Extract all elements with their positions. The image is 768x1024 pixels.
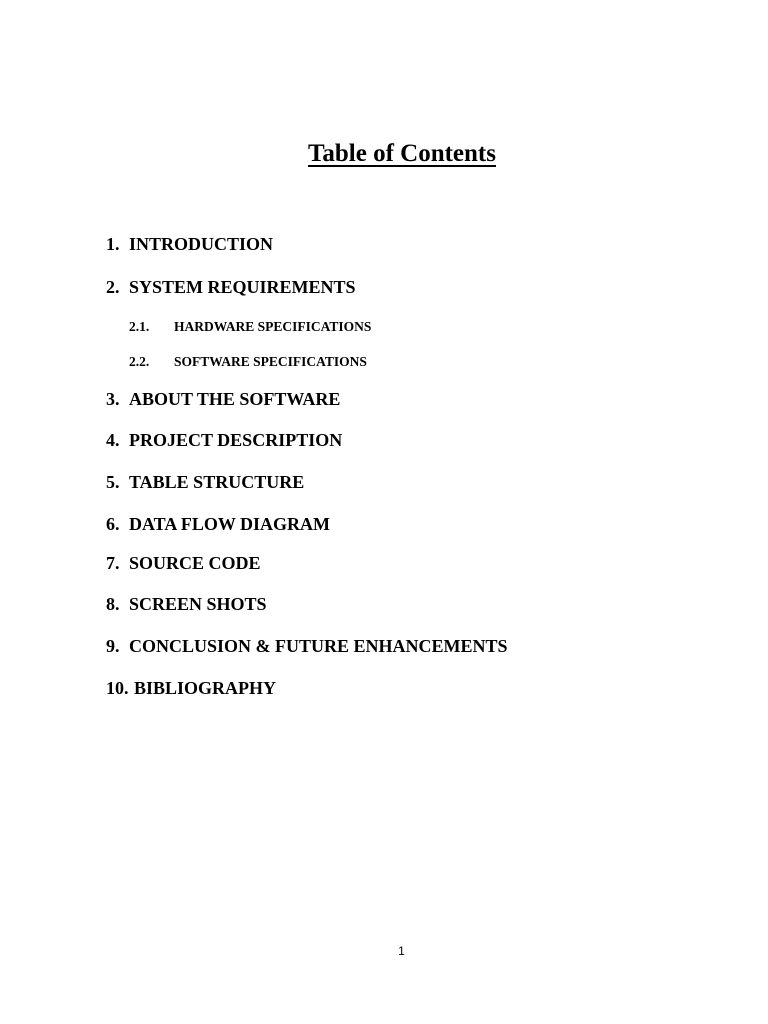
toc-entry-about-the-software: [106, 388, 340, 410]
toc-entry-label: SOURCE CODE: [129, 553, 261, 573]
toc-entry-label: ABOUT THE SOFTWARE: [129, 389, 341, 409]
toc-entry-label: SCREEN SHOTS: [129, 594, 267, 614]
page-number: 1: [398, 944, 405, 958]
toc-entry-label: SYSTEM REQUIREMENTS: [129, 277, 356, 297]
toc-entry-number: 10.: [106, 678, 129, 698]
toc-entry-number: 2.: [106, 277, 120, 297]
toc-entry-conclusion-future-enhancements: [106, 635, 508, 657]
toc-entry-bibliography: [106, 677, 276, 699]
toc-entry-number: 7.: [106, 553, 120, 573]
page-title: [0, 139, 768, 169]
toc-subentry-label: HARDWARE SPECIFICATIONS: [174, 319, 372, 334]
toc-entry-label: TABLE STRUCTURE: [129, 472, 305, 492]
toc-entry-project-description: [106, 429, 342, 451]
toc-entry-number: 8.: [106, 594, 120, 614]
toc-entry-introduction: [106, 233, 273, 255]
toc-subentry-label: SOFTWARE SPECIFICATIONS: [174, 354, 367, 369]
toc-entry-source-code: [106, 552, 261, 574]
toc-entry-number: 9.: [106, 636, 120, 656]
toc-entry-number: 3.: [106, 389, 120, 409]
toc-entry-number: 1.: [106, 234, 120, 254]
toc-subentry-number: 2.2.: [129, 354, 150, 369]
toc-entry-label: BIBLIOGRAPHY: [134, 678, 277, 698]
toc-entry-label: INTRODUCTION: [129, 234, 274, 254]
toc-entry-label: CONCLUSION & FUTURE ENHANCEMENTS: [129, 636, 508, 656]
toc-subentry-software-specifications: [129, 353, 367, 371]
toc-entry-label: PROJECT DESCRIPTION: [129, 430, 343, 450]
toc-entry-label: DATA FLOW DIAGRAM: [129, 514, 331, 534]
toc-entry-number: 6.: [106, 514, 120, 534]
page-title-text: Table of Contents: [308, 140, 496, 167]
toc-entry-number: 5.: [106, 472, 120, 492]
toc-entry-table-structure: [106, 471, 304, 493]
toc-subentry-hardware-specifications: [129, 318, 371, 336]
toc-entry-number: 4.: [106, 430, 120, 450]
toc-entry-system-requirements: [106, 276, 356, 298]
toc-entry-screen-shots: [106, 593, 267, 615]
toc-subentry-number: 2.1.: [129, 319, 150, 334]
toc-entry-data-flow-diagram: [106, 513, 330, 535]
